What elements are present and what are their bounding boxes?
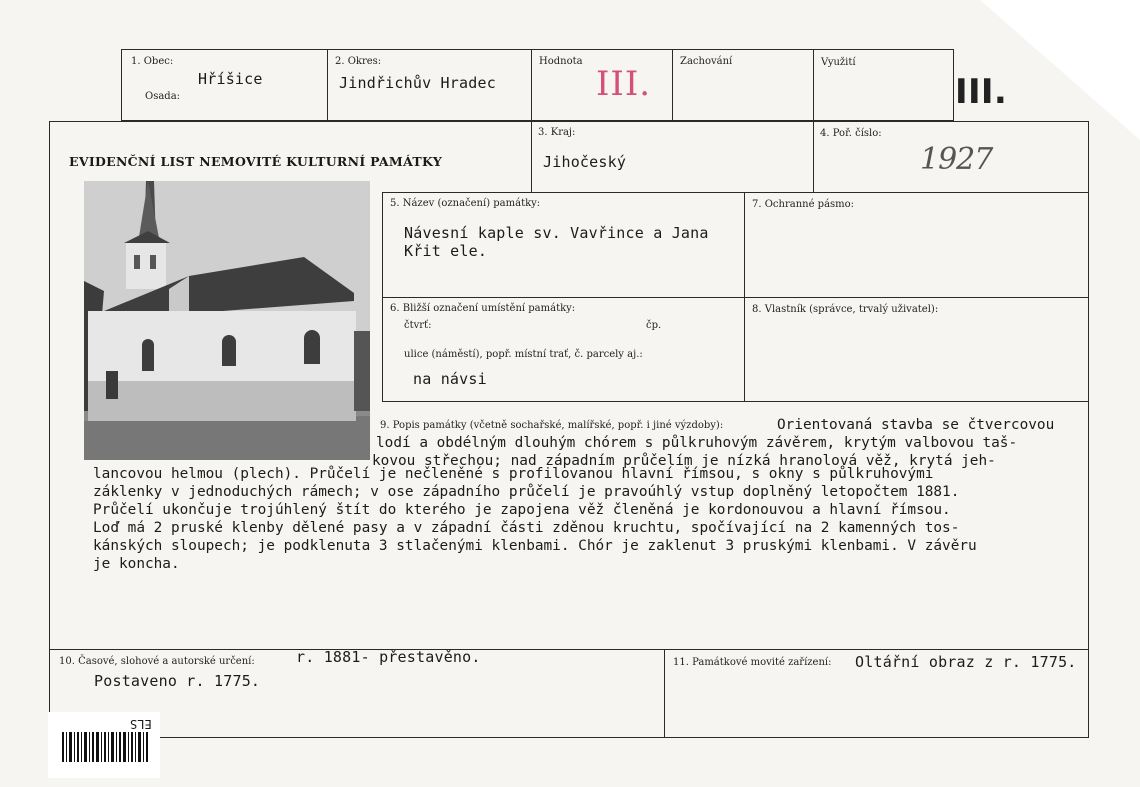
zarizeni-value: Oltářní obraz z r. 1775. [855, 653, 1077, 671]
popis-line-7: Loď má 2 pruské klenby dělené pasy a v západní části zděnou kruchtu, spočívající na 2 kamenných tos- [93, 520, 960, 536]
chapel-photo-image [84, 181, 370, 460]
popis-line-2: lodí a obdélným dlouhým chórem s půlkruhovým závěrem, krytým valbovou taš- [376, 435, 1018, 451]
umisteni-label: 6. Bližší označení umístění památky: [390, 303, 576, 314]
nazev-line-2: Křit ele. [404, 242, 488, 260]
hodnota-value: III. [596, 64, 652, 104]
por-cislo-label: 4. Poř. číslo: [820, 128, 882, 139]
obec-label: 1. Obec: [131, 56, 174, 67]
ctvrt-label: čtvrť: [404, 320, 432, 331]
urceni-line-1: r. 1881- přestavěno. [296, 648, 481, 666]
barcode-sticker [48, 712, 160, 778]
umisteni-value: na návsi [413, 370, 487, 388]
popis-line-4: lancovou helmou (plech). Průčelí je nečleněné s profilovanou hlavní římsou, s okny s půlkruhovými [93, 466, 934, 482]
vyuziti-label: Využití [821, 57, 856, 68]
monument-photo [84, 181, 370, 460]
hodnota-label: Hodnota [539, 56, 583, 67]
osada-label: Osada: [145, 91, 181, 102]
zarizeni-label: 11. Památkové movité zařízení: [673, 657, 832, 668]
por-cislo-value: 1927 [920, 142, 993, 177]
barcode-text: ELS [130, 717, 152, 731]
form-title: EVIDENČNÍ LIST NEMOVITÉ KULTURNÍ PAMÁTKY [69, 154, 443, 169]
vyuziti-value: III. [955, 72, 1008, 112]
vlastnik-label: 8. Vlastník (správce, trvalý uživatel): [752, 304, 939, 315]
cp-label: čp. [646, 320, 662, 331]
obec-value: Hříšice [198, 70, 263, 88]
popis-line-1: Orientovaná stavba se čtvercovou [777, 417, 1055, 433]
urceni-label: 10. Časové, slohové a autorské určení: [59, 656, 255, 667]
urceni-line-2: Postaveno r. 1775. [94, 672, 261, 690]
okres-value: Jindřichův Hradec [339, 74, 496, 92]
popis-line-9: je koncha. [93, 556, 180, 572]
nazev-label: 5. Název (označení) památky: [390, 198, 541, 209]
corner-cut [980, 0, 1140, 140]
popis-label: 9. Popis památky (včetně sochařské, malířské, popř. i jiné výzdoby): [380, 420, 724, 431]
popis-line-8: kánských sloupech; je podklenuta 3 stlačenými klenbami. Chór je zaklenut 3 pruskými klenbami. V závěru [93, 538, 977, 554]
okres-label: 2. Okres: [335, 56, 382, 67]
kraj-value: Jihočeský [543, 153, 627, 171]
ochranne-label: 7. Ochranné pásmo: [752, 199, 855, 210]
popis-line-6: Průčelí ukončuje trojúhlený štít do kterého je zapojena věž členěná je kordonouvou a hlavní římsou. [93, 502, 951, 518]
nazev-line-1: Návesní kaple sv. Vavřince a Jana [404, 224, 709, 242]
zachovani-label: Zachování [680, 56, 733, 67]
kraj-label: 3. Kraj: [538, 127, 576, 138]
popis-line-3: kovou střechou; nad západním průčelím je nízká hranolová věž, krytá jeh- [372, 453, 996, 469]
popis-line-5: záklenky v jednoduchých rámech; v ose západního průčelí je pravoúhlý vstup doplněný letopočtem 1881. [93, 484, 960, 500]
ulice-label: ulice (náměstí), popř. místní trať, č. parcely aj.: [404, 349, 643, 360]
